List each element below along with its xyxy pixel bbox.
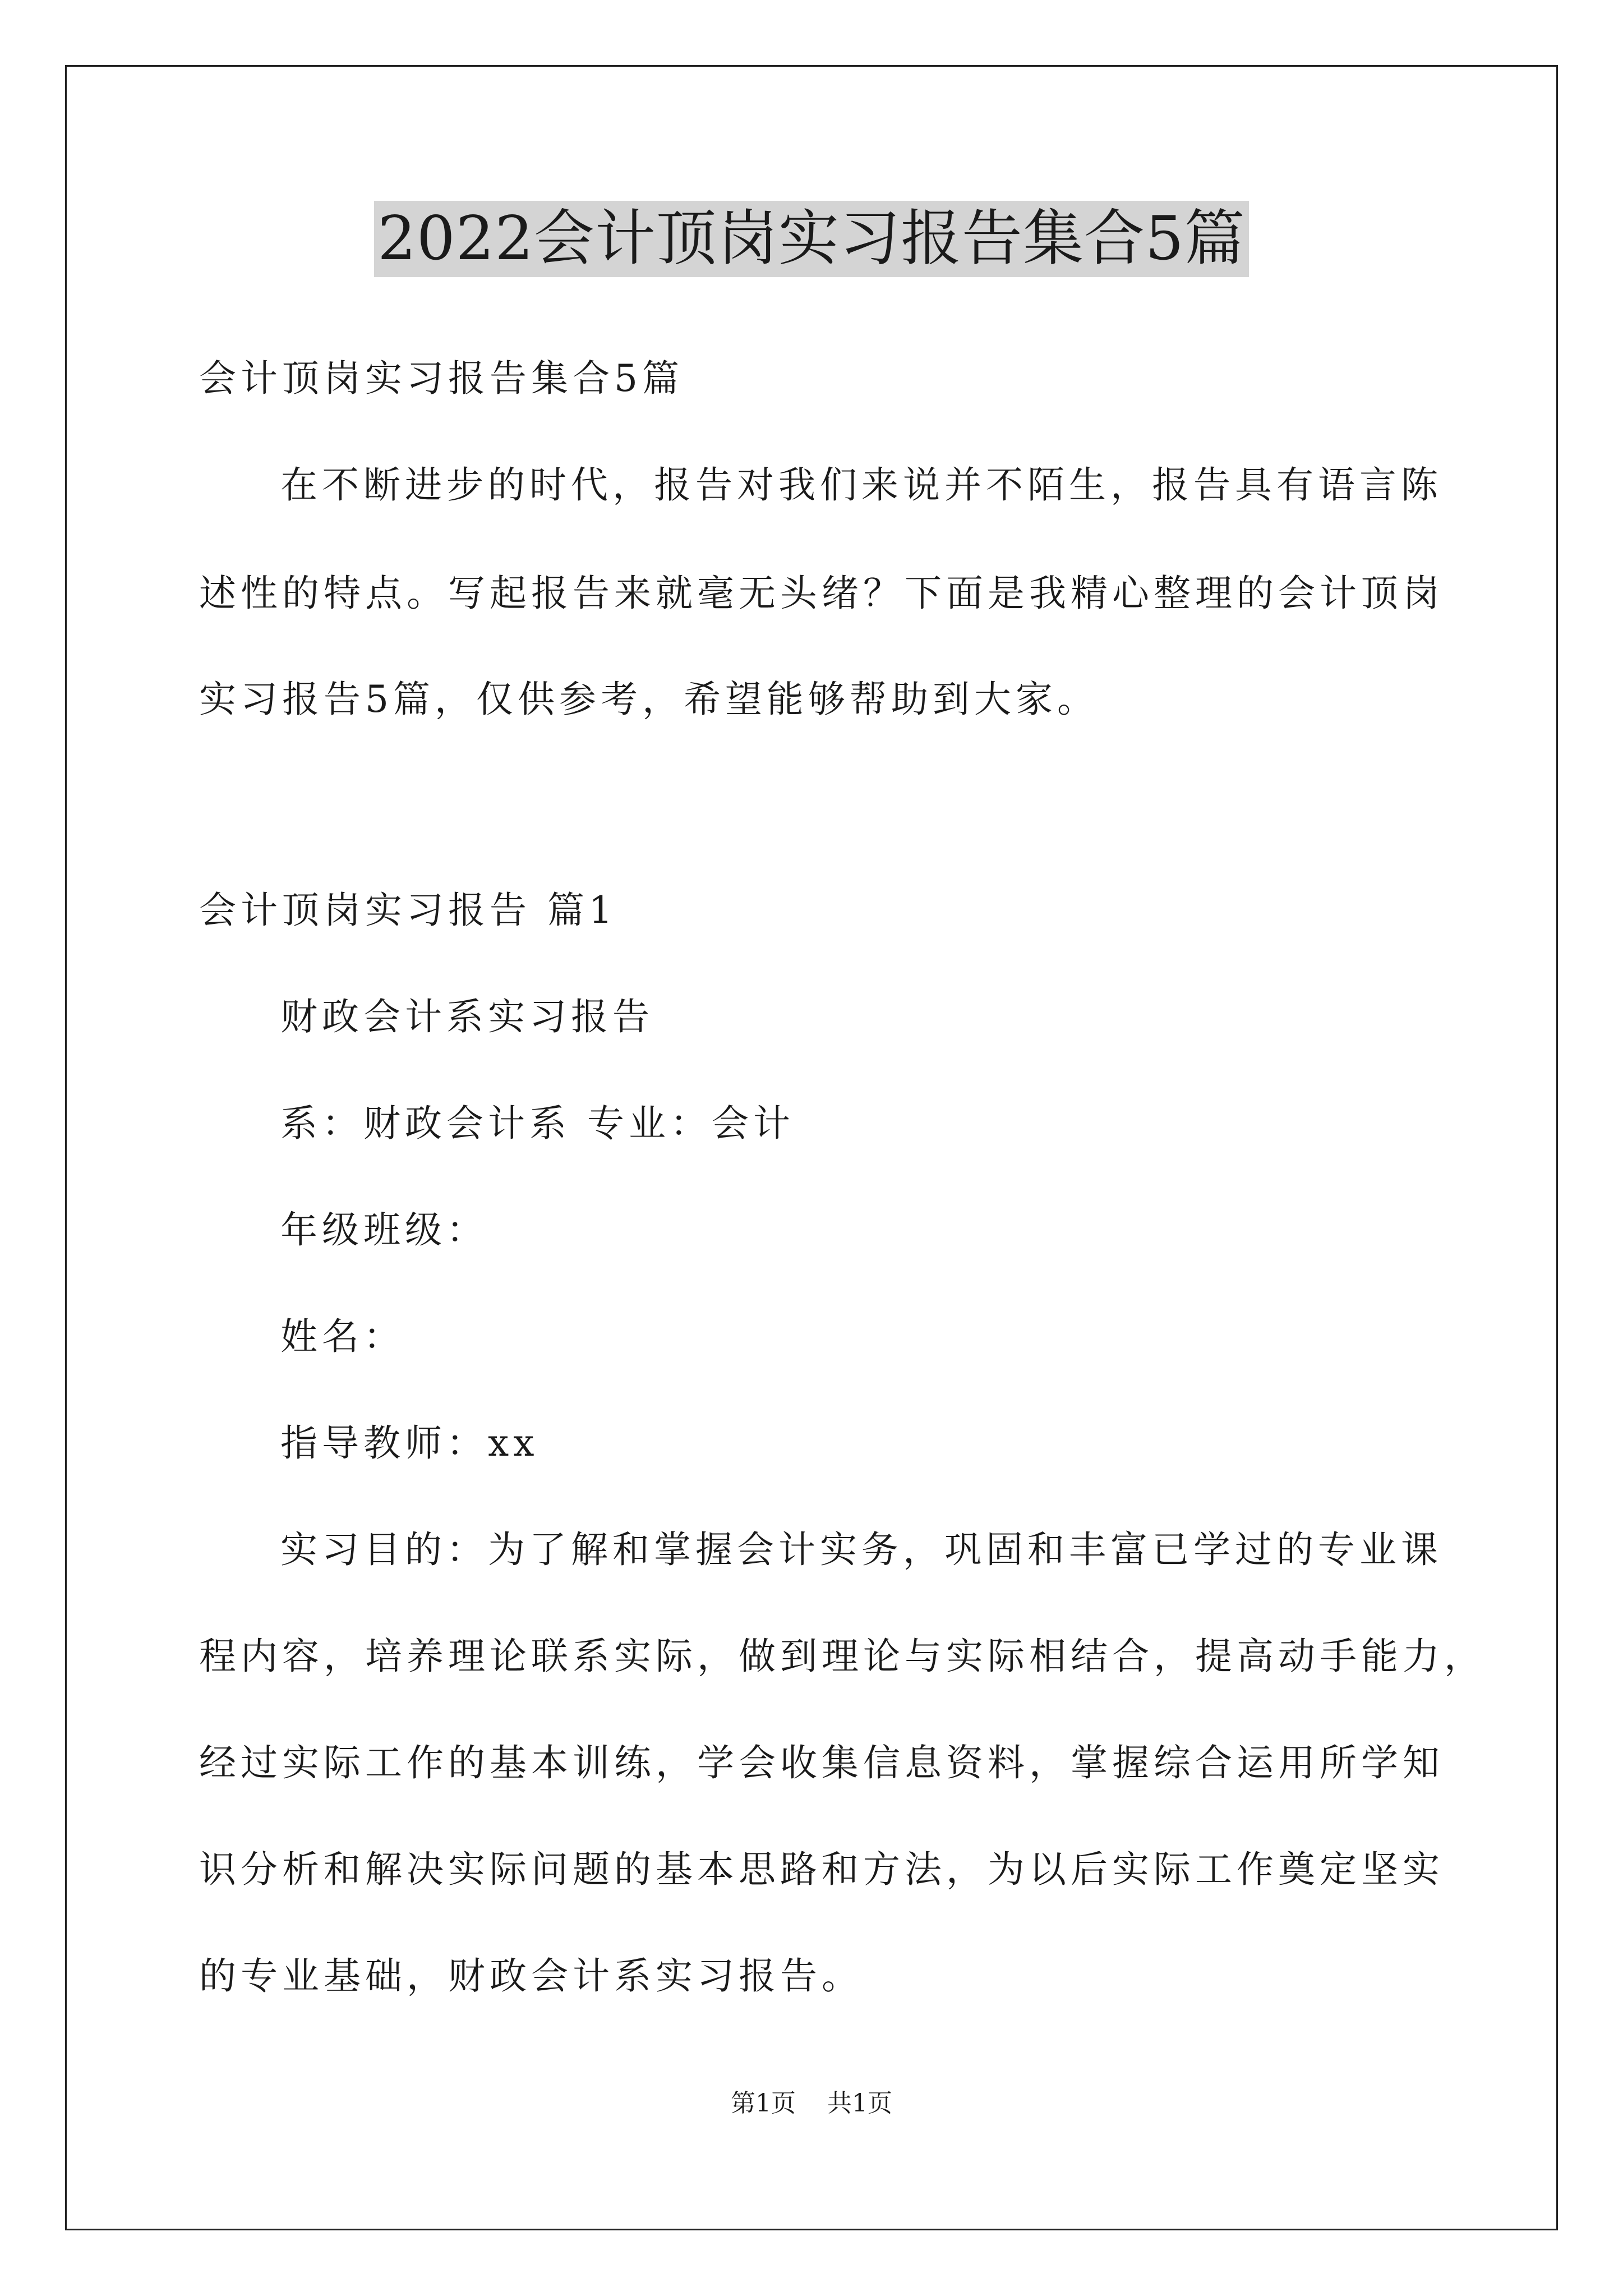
section-heading: 会计顶岗实习报告 篇1	[199, 889, 617, 932]
department-line: 系：财政会计系 专业：会计	[280, 1102, 795, 1145]
purpose-line-3: 经过实际工作的基本训练，学会收集信息资料，掌握综合运用所学知	[199, 1741, 1444, 1784]
grade-class-field: 年级班级：	[280, 1208, 488, 1251]
document-subtitle: 会计顶岗实习报告集合5篇	[199, 357, 684, 400]
title-container	[0, 201, 1623, 277]
report-title: 财政会计系实习报告	[280, 995, 654, 1038]
name-field: 姓名：	[280, 1315, 405, 1358]
intro-line-2: 述性的特点。写起报告来就毫无头绪？下面是我精心整理的会计顶岗	[199, 572, 1444, 615]
page-number: 第1页	[731, 2089, 796, 2118]
document-title: 2022会计顶岗实习报告集合5篇	[374, 201, 1249, 277]
intro-line-3: 实习报告5篇，仅供参考，希望能够帮助到大家。	[199, 678, 1099, 721]
purpose-line-1: 实习目的：为了解和掌握会计实务，巩固和丰富已学过的专业课	[280, 1528, 1442, 1571]
intro-line-1: 在不断进步的时代，报告对我们来说并不陌生，报告具有语言陈	[280, 463, 1442, 507]
purpose-line-4: 识分析和解决实际问题的基本思路和方法，为以后实际工作奠定坚实	[199, 1848, 1444, 1891]
page-footer	[0, 2088, 1623, 2119]
purpose-line-2: 程内容，培养理论联系实际，做到理论与实际相结合，提高动手能力，	[199, 1635, 1486, 1678]
advisor-field: 指导教师：xx	[280, 1421, 539, 1465]
page-total: 共1页	[827, 2089, 892, 2118]
purpose-line-5: 的专业基础，财政会计系实习报告。	[199, 1954, 863, 1998]
